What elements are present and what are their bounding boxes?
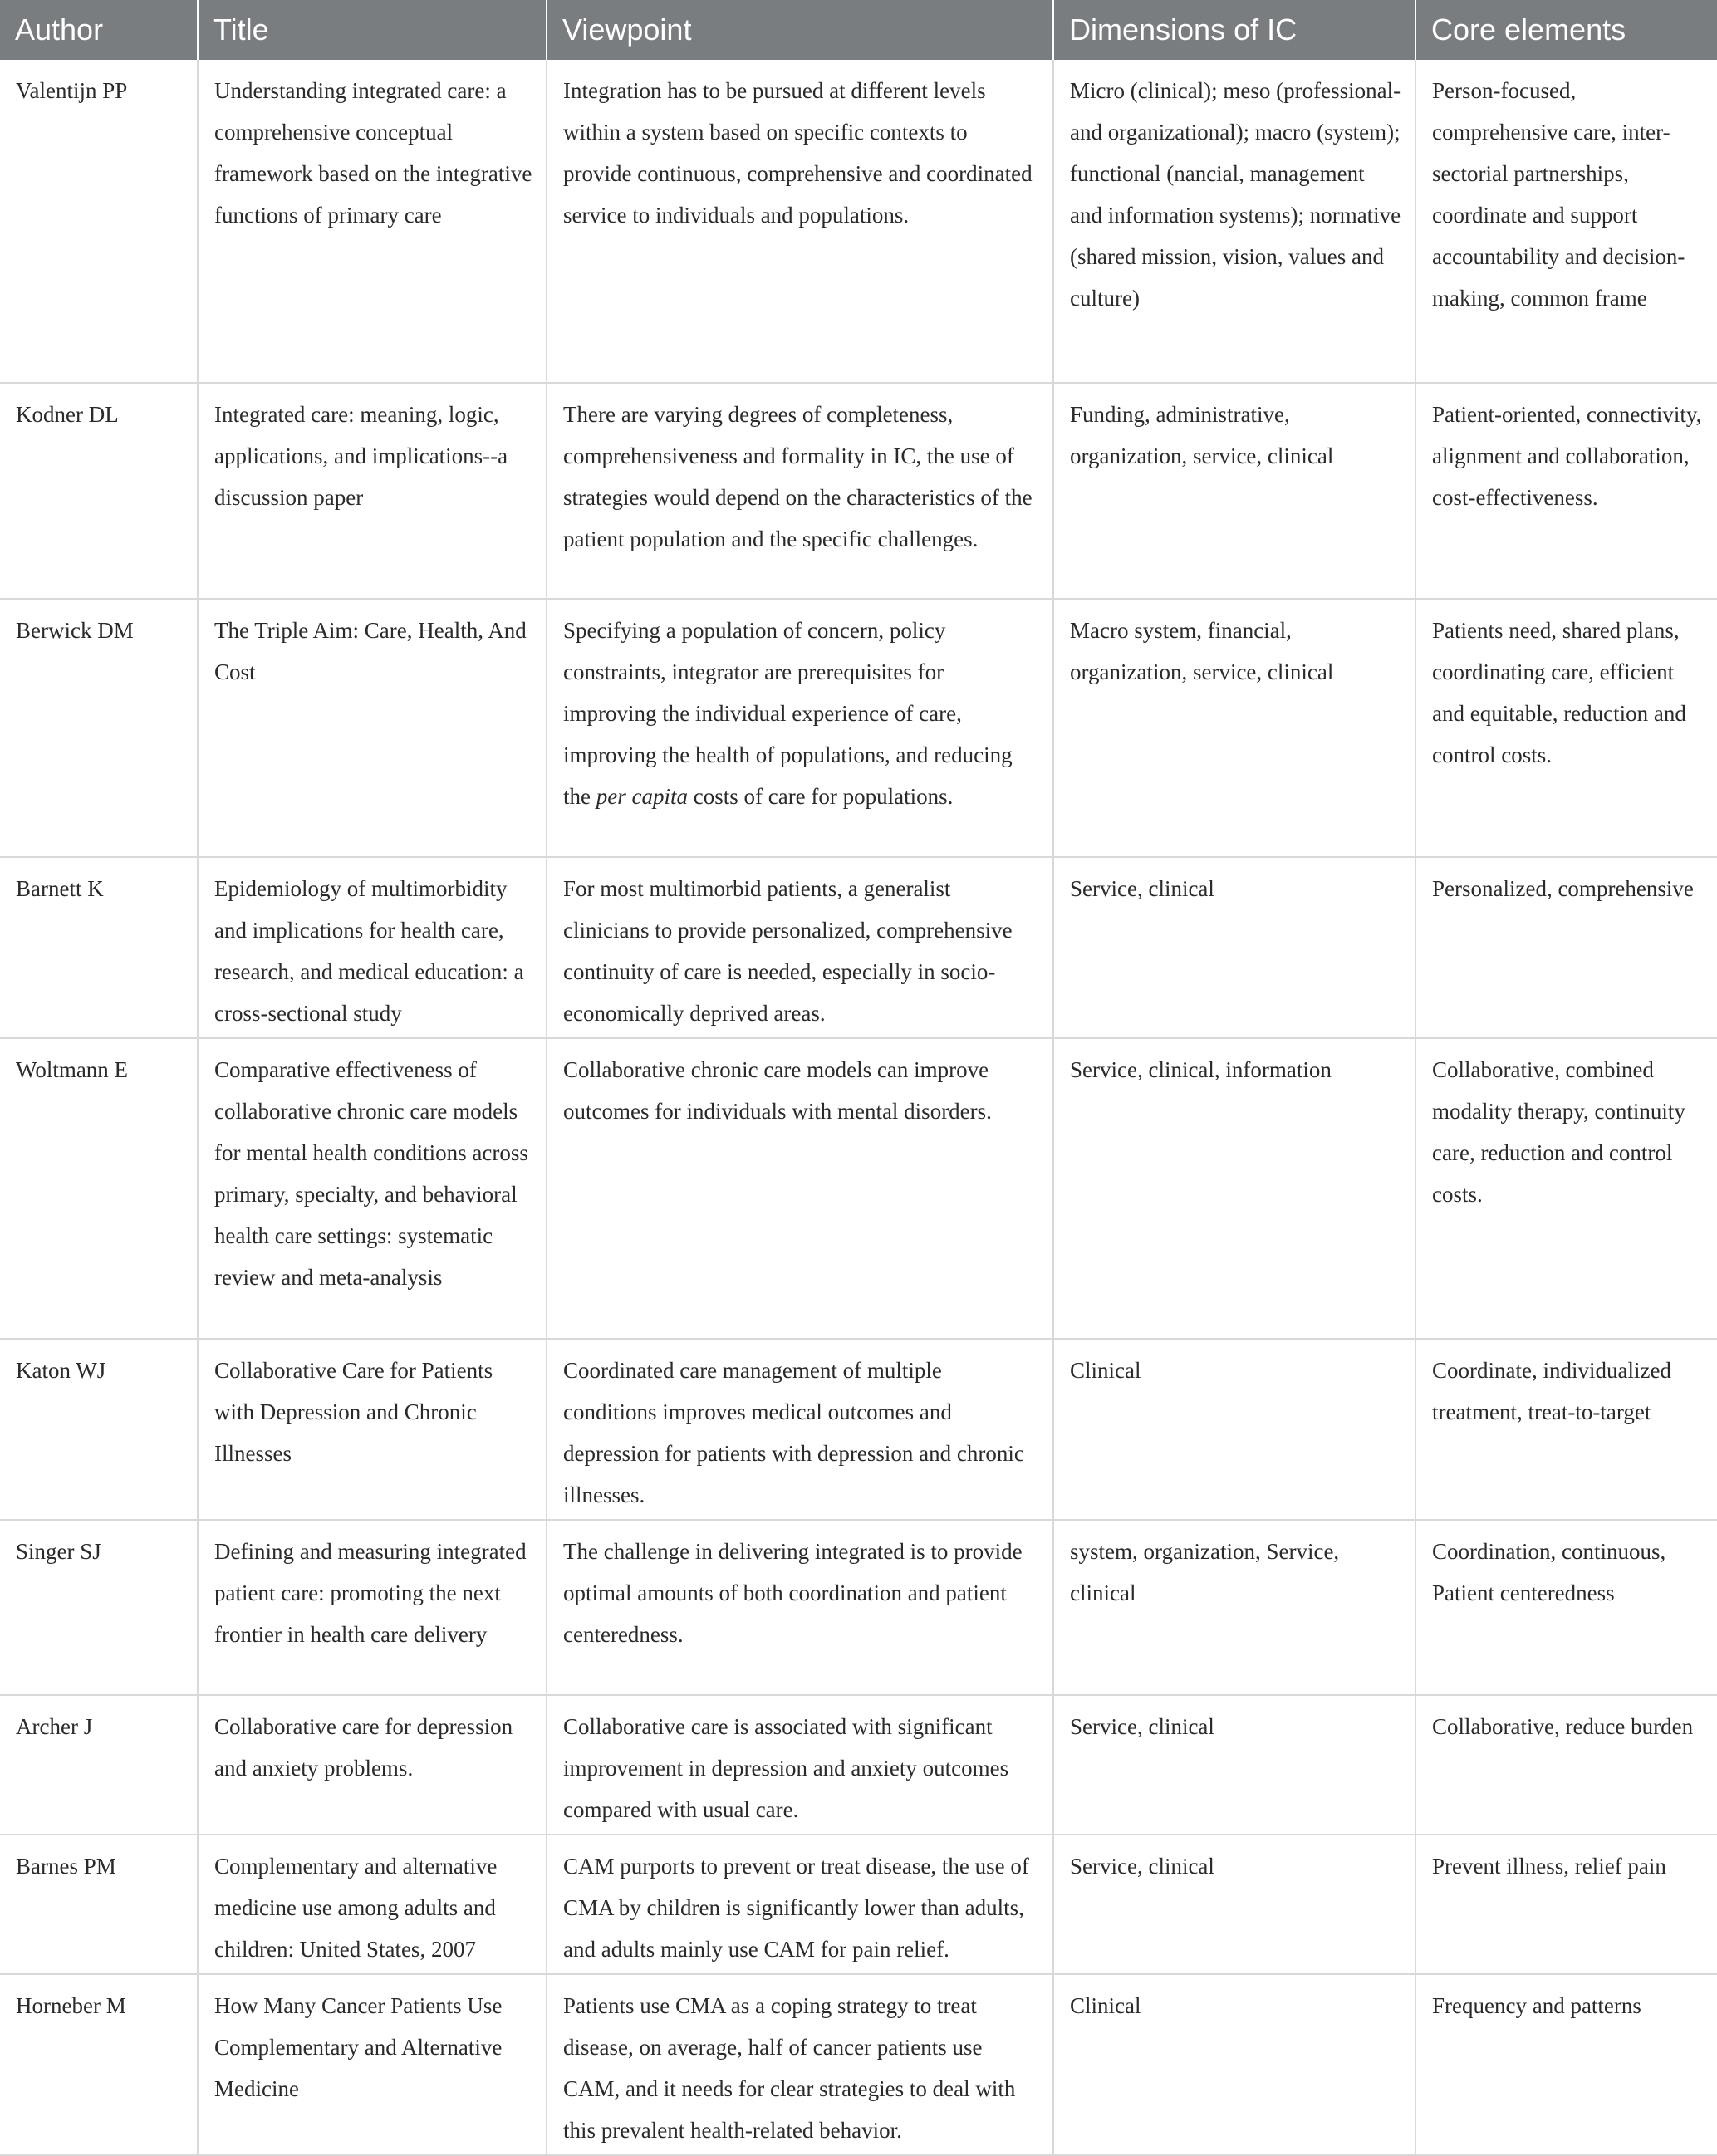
cell-core-elements: Patient-oriented, connectivity, alignment and collaboration, cost-effectiveness. [1415,383,1717,599]
cell-dimensions: system, organization, Service, clinical [1053,1520,1415,1695]
cell-title: Complementary and alternative medicine use among adults and children: United States, 2007 [198,1835,547,1974]
cell-viewpoint: CAM purports to prevent or treat disease, the use of CMA by children is significantly lower than adults, and adults mainly use CAM for pain relief. [547,1835,1053,1974]
cell-dimensions: Service, clinical [1053,1695,1415,1835]
cell-core-elements: Coordination, continuous, Patient centeredness [1415,1520,1717,1695]
cell-author: Archer J [0,1695,198,1835]
cell-viewpoint [547,599,1053,857]
cell-author: Valentijn PP [0,60,198,383]
cell-author: Barnes PM [0,1835,198,1974]
table-row [0,1974,1717,2155]
viewpoint-italic-term: per capita [596,784,688,809]
cell-title: Epidemiology of multimorbidity and implications for health care, research, and medical education: a cross-sectional study [198,857,547,1038]
table-row [0,383,1717,599]
cell-core-elements: Collaborative, reduce burden [1415,1695,1717,1835]
cell-author: Katon WJ [0,1339,198,1520]
table-row [0,1835,1717,1974]
cell-core-elements: Collaborative, combined modality therapy, continuity care, reduction and control costs. [1415,1038,1717,1339]
viewpoint-text-end: costs of care for populations. [687,784,954,809]
cell-title: The Triple Aim: Care, Health, And Cost [198,599,547,857]
cell-author: Singer SJ [0,1520,198,1695]
cell-title: Defining and measuring integrated patient care: promoting the next frontier in health care delivery [198,1520,547,1695]
table-row [0,1695,1717,1835]
table-body [0,60,1717,2155]
table-row [0,599,1717,857]
table-header [0,0,1717,60]
cell-viewpoint: There are varying degrees of completeness, comprehensiveness and formality in IC, the use of strategies would depend on the characteristics of the patient population and the specific challenges. [547,383,1053,599]
cell-viewpoint: Collaborative chronic care models can improve outcomes for individuals with mental disorders. [547,1038,1053,1339]
cell-title: Collaborative Care for Patients with Depression and Chronic Illnesses [198,1339,547,1520]
cell-author: Barnett K [0,857,198,1038]
header-viewpoint: Viewpoint [547,0,1053,60]
cell-dimensions: Service, clinical [1053,1835,1415,1974]
table-row [0,1339,1717,1520]
table-row [0,1520,1717,1695]
cell-title: Understanding integrated care: a comprehensive conceptual framework based on the integrative functions of primary care [198,60,547,383]
cell-dimensions: Funding, administrative, organization, service, clinical [1053,383,1415,599]
table-row [0,1038,1717,1339]
viewpoint-text-start: Specifying a population of concern, policy constraints, integrator are prerequisites for improving the individual experience of care, improving the health of populations, and reducing the [563,618,1013,809]
cell-core-elements: Personalized, comprehensive [1415,857,1717,1038]
cell-viewpoint: Patients use CMA as a coping strategy to treat disease, on average, half of cancer patients use CAM, and it needs for clear strategies to deal with this prevalent health-related behavior. [547,1974,1053,2155]
cell-title: How Many Cancer Patients Use Complementary and Alternative Medicine [198,1974,547,2155]
cell-dimensions: Service, clinical [1053,857,1415,1038]
cell-dimensions: Clinical [1053,1339,1415,1520]
cell-title: Collaborative care for depression and anxiety problems. [198,1695,547,1835]
cell-viewpoint: The challenge in delivering integrated is to provide optimal amounts of both coordination and patient centeredness. [547,1520,1053,1695]
cell-core-elements: Person-focused, comprehensive care, inter-sectorial partnerships, coordinate and support accountability and decision-making, common frame [1415,60,1717,383]
header-dimensions-of-ic: Dimensions of IC [1053,0,1415,60]
cell-author: Berwick DM [0,599,198,857]
cell-author: Woltmann E [0,1038,198,1339]
cell-viewpoint: Coordinated care management of multiple conditions improves medical outcomes and depression for patients with depression and chronic illnesses. [547,1339,1053,1520]
table-row [0,60,1717,383]
header-title: Title [198,0,547,60]
header-author: Author [0,0,198,60]
cell-core-elements: Patients need, shared plans, coordinating care, efficient and equitable, reduction and control costs. [1415,599,1717,857]
cell-viewpoint: Collaborative care is associated with significant improvement in depression and anxiety outcomes compared with usual care. [547,1695,1053,1835]
header-core-elements: Core elements [1415,0,1717,60]
cell-dimensions: Micro (clinical); meso (professional-and organizational); macro (system); functional (nancial, management and information systems); normative (shared mission, vision, values and culture) [1053,60,1415,383]
cell-viewpoint: For most multimorbid patients, a generalist clinicians to provide personalized, comprehensive continuity of care is needed, especially in socio-economically deprived areas. [547,857,1053,1038]
cell-dimensions: Clinical [1053,1974,1415,2155]
cell-title: Integrated care: meaning, logic, applications, and implications--a discussion paper [198,383,547,599]
cell-core-elements: Coordinate, individualized treatment, treat-to-target [1415,1339,1717,1520]
cell-core-elements: Prevent illness, relief pain [1415,1835,1717,1974]
cell-viewpoint: Integration has to be pursued at different levels within a system based on specific contexts to provide continuous, comprehensive and coordinated service to individuals and populations. [547,60,1053,383]
table-row [0,857,1717,1038]
cell-dimensions: Macro system, financial, organization, service, clinical [1053,599,1415,857]
cell-dimensions: Service, clinical, information [1053,1038,1415,1339]
cell-author: Kodner DL [0,383,198,599]
cell-author: Horneber M [0,1974,198,2155]
header-row [0,0,1717,60]
cell-core-elements: Frequency and patterns [1415,1974,1717,2155]
cell-title: Comparative effectiveness of collaborative chronic care models for mental health conditions across primary, specialty, and behavioral health care settings: systematic review and meta-analysis [198,1038,547,1339]
